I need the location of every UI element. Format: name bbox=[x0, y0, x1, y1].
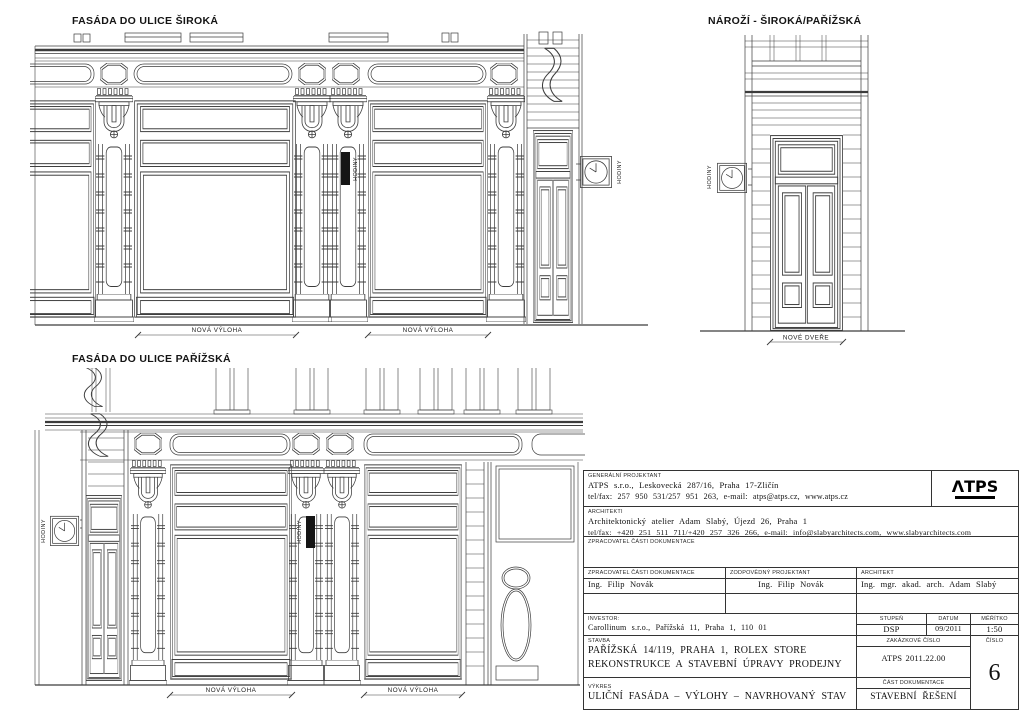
investor-value: Carollinum s.r.o., Pařížská 11, Praha 1, 110 01 bbox=[588, 623, 767, 633]
storefront-window bbox=[364, 465, 461, 679]
hodiny-label: HODINY bbox=[617, 160, 623, 184]
neighbor-building-edge bbox=[466, 462, 578, 685]
entrance-door bbox=[86, 496, 122, 681]
dim-label-nova-vyloha: NOVÁ VÝLOHA bbox=[191, 327, 243, 334]
upper-floor-window bbox=[745, 35, 868, 66]
datum-cell bbox=[926, 613, 970, 635]
scroll-console bbox=[542, 48, 562, 101]
narozi-elevation-drawing bbox=[700, 35, 915, 347]
panel-fasada-siroka bbox=[30, 15, 670, 357]
logo-tagline-bar bbox=[955, 496, 995, 499]
datum-value: 09/2011 bbox=[935, 624, 962, 634]
general-projektant-header: GENERÁLNÍ PROJEKTANT bbox=[588, 473, 662, 479]
col1-header: ZPRACOVATEL ČÁSTI DOKUMENTACE bbox=[588, 570, 695, 576]
storefront-window bbox=[170, 465, 291, 679]
storefront-window bbox=[368, 101, 487, 317]
frieze-panels bbox=[170, 434, 585, 455]
siroka-elevation-drawing bbox=[30, 28, 660, 350]
zpracovatel-header: ZPRACOVATEL ČÁSTI DOKUMENTACE bbox=[588, 539, 695, 545]
stavba-cell bbox=[584, 635, 856, 677]
zodpovedny-projektant-cell bbox=[725, 567, 856, 593]
col1-value: Ing. Filip Novák bbox=[588, 579, 654, 590]
meritko-cell bbox=[970, 613, 1018, 635]
architekti-header: ARCHITEKTI bbox=[588, 509, 623, 515]
hodiny-sign bbox=[306, 516, 315, 548]
stavba-header: STAVBA bbox=[588, 638, 611, 644]
stavba-line2: REKONSTRUKCE A STAVEBNÍ ÚPRAVY PRODEJNY bbox=[588, 658, 842, 670]
title-block bbox=[583, 470, 1019, 710]
vykres-value: ULIČNÍ FASÁDA – VÝLOHY – NAVRHOVANÝ STAV bbox=[588, 691, 847, 703]
dim-label-nove-dvere: NOVÉ DVEŘE bbox=[782, 334, 830, 342]
hodiny-sign bbox=[341, 152, 350, 185]
zakazka-header: ZAKÁZKOVÉ ČÍSLO bbox=[886, 638, 941, 644]
stupen-cell bbox=[856, 613, 926, 635]
upper-floor-sills bbox=[74, 32, 562, 44]
entrance-door bbox=[770, 136, 842, 331]
clock-icon bbox=[717, 163, 752, 192]
scroll-console bbox=[84, 368, 102, 407]
rustication-bands bbox=[752, 135, 861, 317]
cast-header: ČÁST DOKUMENTACE bbox=[882, 680, 945, 686]
cislo-header: ČÍSLO bbox=[985, 638, 1004, 644]
hodiny-label: HODINY bbox=[297, 520, 303, 544]
panel-fasada-parizska bbox=[30, 353, 590, 718]
cast-value: STAVEBNÍ ŘEŠENÍ bbox=[870, 692, 957, 703]
dim-label-nova-vyloha: NOVÁ VÝLOHA bbox=[387, 687, 439, 694]
hodiny-label: HODINY bbox=[41, 519, 47, 543]
siroka-title: FASÁDA DO ULICE ŠIROKÁ bbox=[72, 15, 219, 27]
zakazkove-cislo-cell bbox=[856, 635, 970, 677]
storefront-window bbox=[30, 101, 96, 317]
architekt-cell bbox=[856, 567, 1018, 593]
general-projektant-line1: ATPS s.r.o., Leskovecká 287/16, Praha 17-Zličín bbox=[588, 480, 779, 491]
architekti-cell bbox=[584, 506, 1018, 536]
entrance-door bbox=[533, 131, 572, 323]
zakazka-value: ATPS 2011.22.00 bbox=[881, 653, 946, 664]
zpracovatel-col-cell bbox=[584, 567, 725, 593]
logo-cell bbox=[931, 471, 1018, 506]
general-projektant-cell bbox=[584, 471, 931, 506]
cast-dokumentace-cell bbox=[856, 677, 970, 710]
hodiny-label: HODINY bbox=[707, 165, 713, 189]
vykres-cell bbox=[584, 677, 856, 710]
stupen-value: DSP bbox=[883, 624, 900, 635]
panel-narozi bbox=[700, 15, 930, 350]
meritko-value: 1:50 bbox=[986, 624, 1003, 635]
hodiny-label: HODINY bbox=[353, 157, 359, 181]
col3-value: Ing. mgr. akad. arch. Adam Slabý bbox=[861, 579, 997, 590]
corner-door-bay bbox=[524, 34, 582, 324]
general-projektant-line2: tel/fax: 257 950 531/257 951 263, e-mail: atps@atps.cz, www.atps.cz bbox=[588, 491, 848, 501]
col2-value: Ing. Filip Novák bbox=[758, 579, 824, 590]
parizska-elevation-drawing bbox=[30, 368, 585, 713]
upper-floor-windows bbox=[214, 368, 552, 414]
cislo-value: 6 bbox=[988, 660, 1001, 687]
investor-cell bbox=[584, 613, 856, 635]
datum-header: DATUM bbox=[938, 616, 959, 622]
zpracovatel-cell bbox=[584, 536, 1018, 567]
col2-header: ZODPOVĚDNÝ PROJEKTANT bbox=[730, 570, 811, 576]
vykres-header: VÝKRES bbox=[588, 684, 612, 690]
parizska-title: FASÁDA DO ULICE PAŘÍŽSKÁ bbox=[72, 353, 231, 365]
stupen-header: STUPEŇ bbox=[879, 616, 904, 622]
investor-header: INVESTOR: bbox=[588, 616, 620, 622]
narozi-title: NÁROŽÍ - ŠIROKÁ/PAŘÍŽSKÁ bbox=[708, 15, 862, 27]
corner-door-bay bbox=[35, 430, 128, 685]
clock-icon bbox=[576, 156, 612, 187]
architekti-line1: Architektonický atelier Adam Slabý, Újezd 26, Praha 1 bbox=[588, 516, 808, 527]
storefront-window bbox=[135, 101, 296, 317]
clock-icon bbox=[50, 516, 82, 545]
cislo-cell bbox=[970, 635, 1018, 710]
architekti-line2: tel/fax: +420 251 511 711/+420 257 326 266, e-mail: info@slabyarchitects.com, www.slabyarchitects.com bbox=[588, 527, 972, 536]
atps-logo: ΛTPS bbox=[951, 476, 999, 496]
dim-label-nova-vyloha: NOVÁ VÝLOHA bbox=[205, 687, 257, 694]
meritko-header: MĚŘÍTKO bbox=[981, 616, 1008, 622]
dim-label-nova-vyloha: NOVÁ VÝLOHA bbox=[402, 327, 454, 334]
frieze-panels bbox=[30, 64, 486, 84]
stavba-line1: PAŘÍŽSKÁ 14/119, PRAHA 1, ROLEX STORE bbox=[588, 645, 807, 657]
col3-header: ARCHITEKT bbox=[861, 570, 894, 576]
